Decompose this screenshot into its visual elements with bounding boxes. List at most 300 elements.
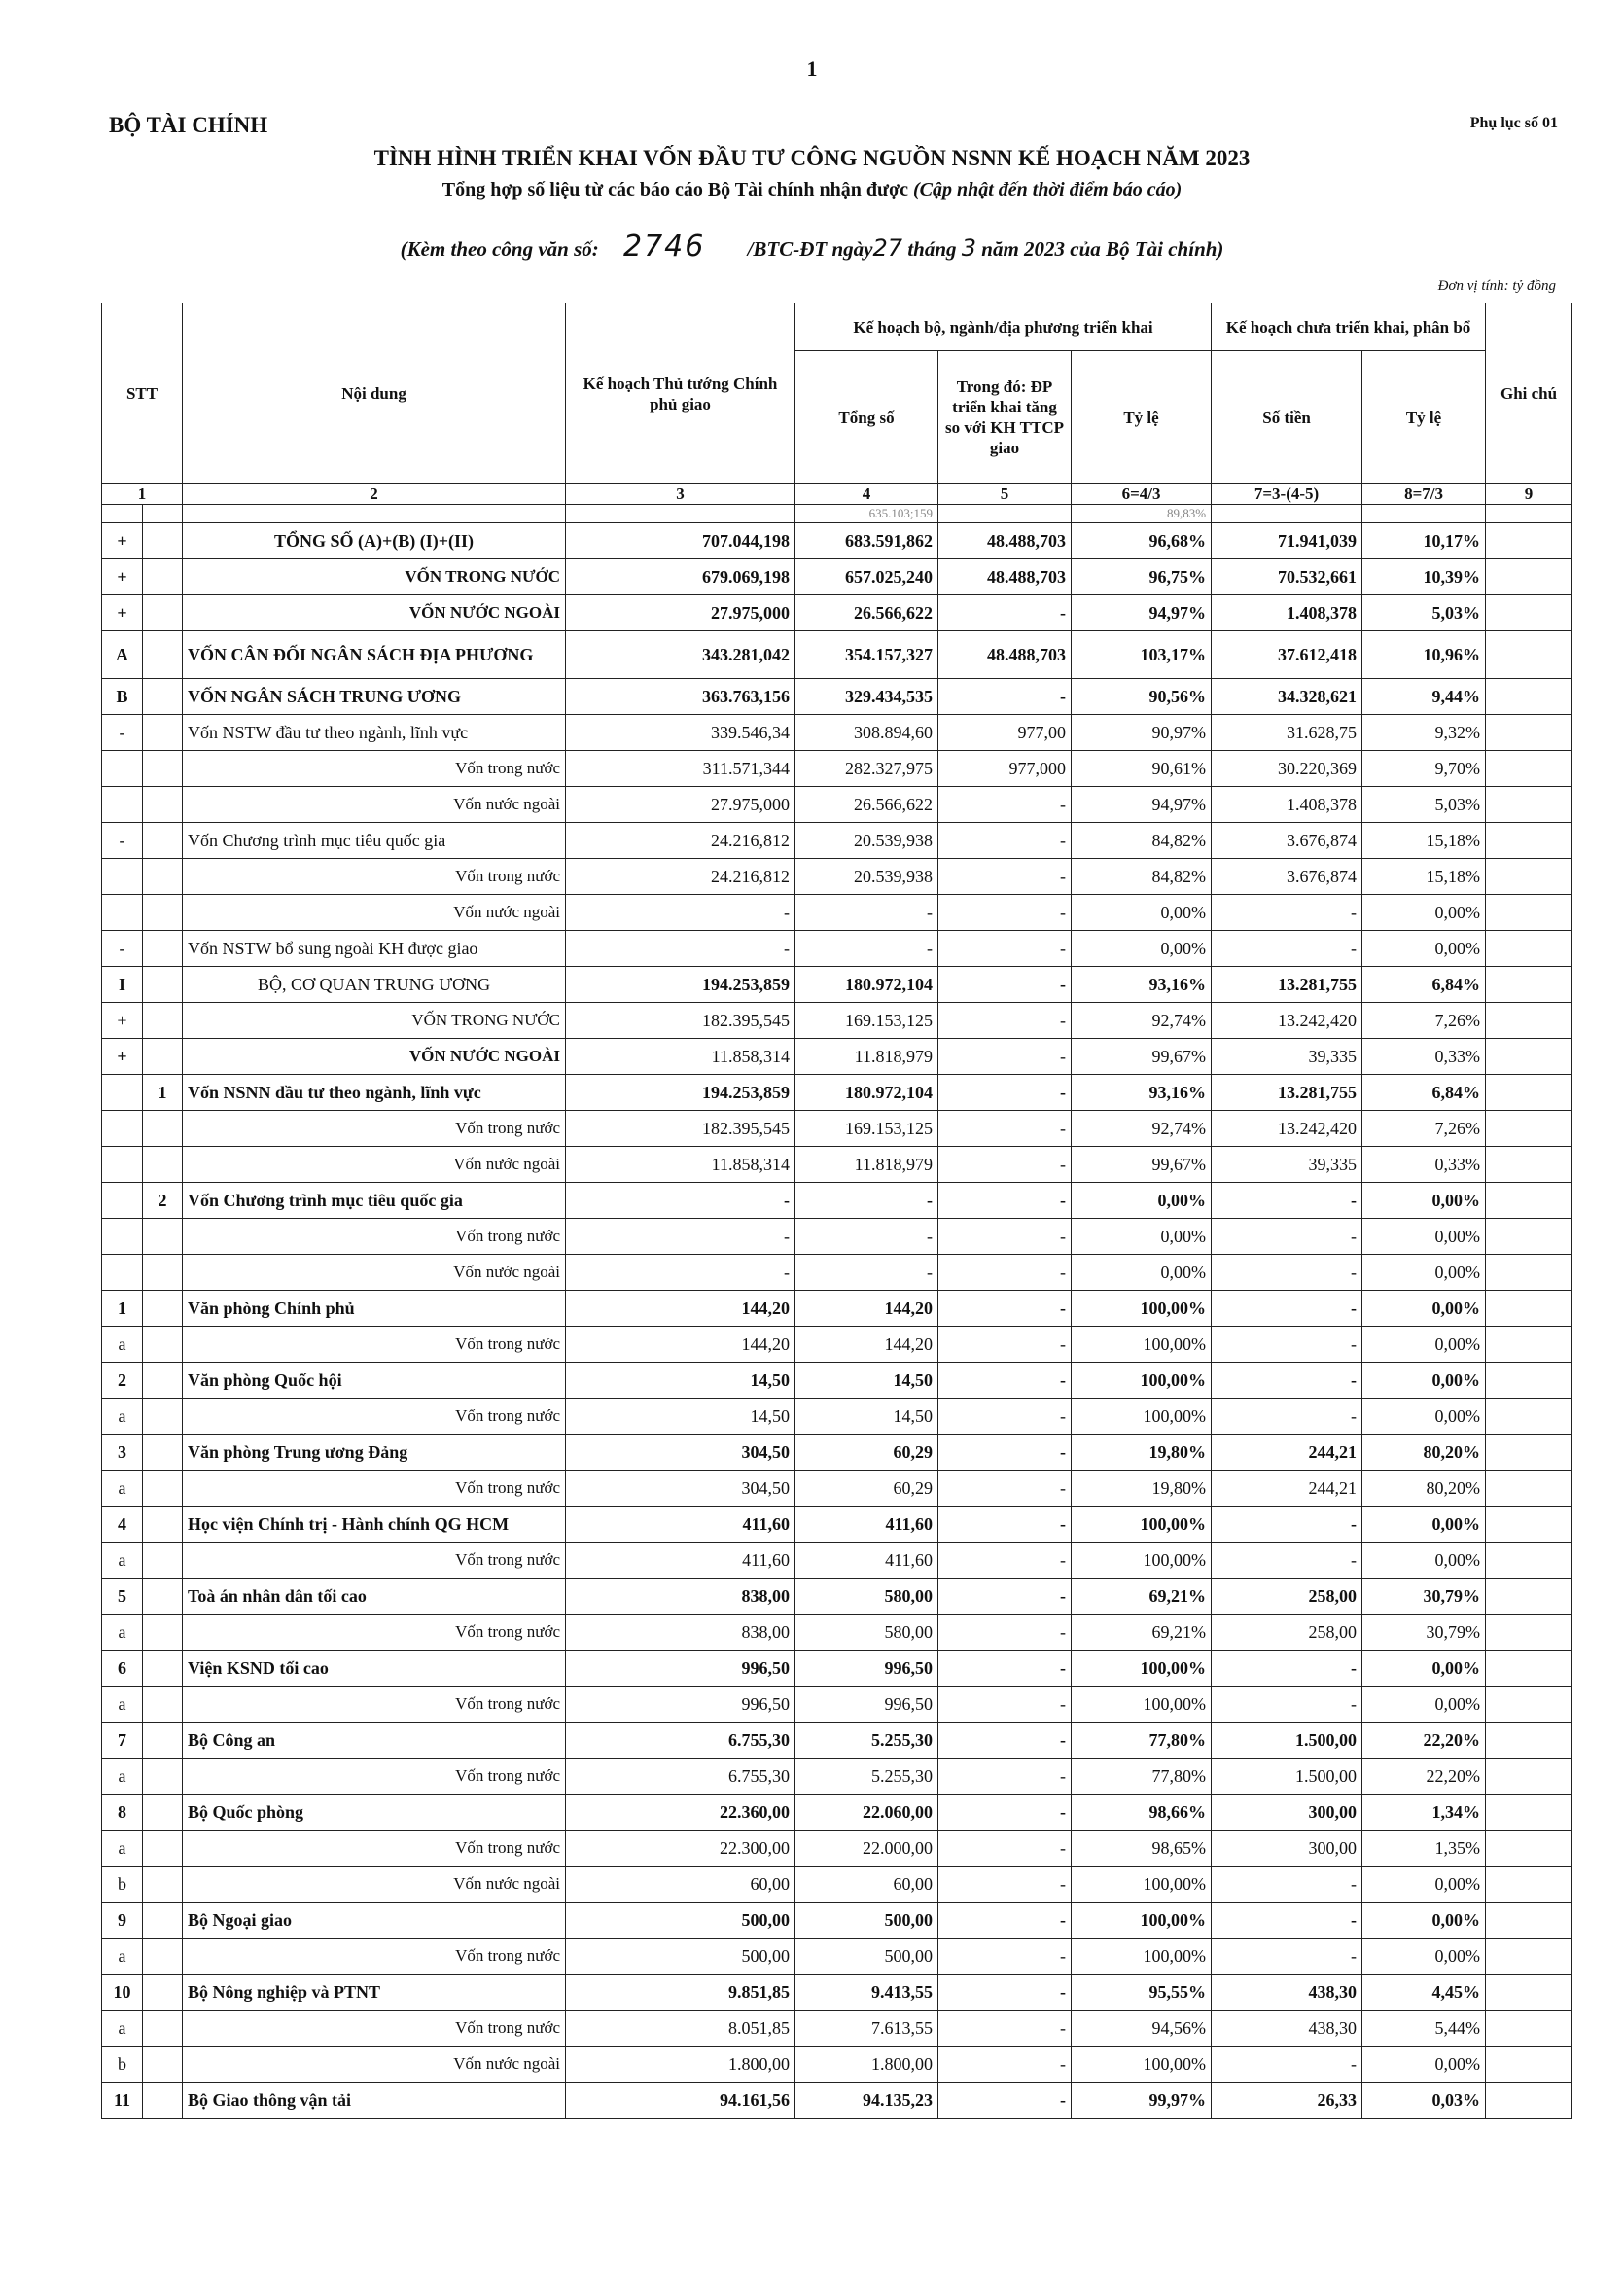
cell-note [1486, 631, 1572, 679]
cell-sub [143, 715, 183, 751]
cell-note [1486, 967, 1572, 1003]
cell-sub [143, 1147, 183, 1183]
cell-v5: - [938, 2047, 1072, 2083]
cell-v8: 9,32% [1362, 715, 1486, 751]
unit-label: Đơn vị tính: tỷ đồng [1437, 278, 1556, 294]
cell-name: Vốn trong nước [183, 751, 566, 787]
cell-name: Vốn nước ngoài [183, 1255, 566, 1291]
cell-sub [143, 2083, 183, 2119]
cell-v6: 69,21% [1072, 1615, 1212, 1651]
cell-v6: 98,66% [1072, 1795, 1212, 1831]
cell-v7: - [1212, 1903, 1362, 1939]
cell-v5: - [938, 1759, 1072, 1795]
cell-v4: 94.135,23 [795, 2083, 938, 2119]
cell-v6: 96,75% [1072, 559, 1212, 595]
cell-v5: - [938, 1579, 1072, 1615]
cell-v5: - [938, 1327, 1072, 1363]
cell-v3: - [566, 1219, 795, 1255]
cell-v5: - [938, 967, 1072, 1003]
cell-v7: 258,00 [1212, 1615, 1362, 1651]
handwritten-month: 3 [961, 234, 977, 262]
cell-v7: 244,21 [1212, 1471, 1362, 1507]
table-row [102, 967, 1572, 1003]
investment-table [101, 303, 1572, 2119]
cell-note [1486, 2083, 1572, 2119]
cell-v6: 0,00% [1072, 895, 1212, 931]
cell-name: VỐN NƯỚC NGOÀI [183, 595, 566, 631]
subtitle-note: (Cập nhật đến thời điểm báo cáo) [912, 179, 1183, 200]
cell-v8: 0,00% [1362, 1651, 1486, 1687]
cell-v5: - [938, 1003, 1072, 1039]
cell-v8: 1,35% [1362, 1831, 1486, 1867]
cell-v8: 80,20% [1362, 1471, 1486, 1507]
cell-v3: 27.975,000 [566, 787, 795, 823]
cell-sub [143, 1867, 183, 1903]
cell-v3: 679.069,198 [566, 559, 795, 595]
cell-note [1486, 1795, 1572, 1831]
cell-stt [102, 751, 143, 787]
cell-v7: - [1212, 1507, 1362, 1543]
cell-stt: A [102, 631, 143, 679]
cell-v7: 1.500,00 [1212, 1723, 1362, 1759]
header-of-which: Trong đó: ĐP triển khai tăng so với KH TTCP giao [938, 351, 1072, 484]
cell-sub [143, 967, 183, 1003]
cell-v7: - [1212, 1363, 1362, 1399]
cell-note [1486, 1723, 1572, 1759]
cell-v7: 300,00 [1212, 1795, 1362, 1831]
cell-v8: 22,20% [1362, 1759, 1486, 1795]
cell-v6: 94,56% [1072, 2011, 1212, 2047]
cell-note [1486, 1255, 1572, 1291]
cell-note [1486, 1543, 1572, 1579]
cell-v8: 1,34% [1362, 1795, 1486, 1831]
cell-v7: - [1212, 1543, 1362, 1579]
cell-stt: + [102, 1039, 143, 1075]
obscured-cell: 635.103;159 [795, 505, 938, 523]
cell-v4: 354.157,327 [795, 631, 938, 679]
cell-v6: 100,00% [1072, 1291, 1212, 1327]
cell-note [1486, 1831, 1572, 1867]
cell-v6: 100,00% [1072, 1939, 1212, 1975]
cell-name: VỐN NGÂN SÁCH TRUNG ƯƠNG [183, 679, 566, 715]
cell-v5: - [938, 1507, 1072, 1543]
obscured-cell [143, 505, 183, 523]
cell-stt: - [102, 715, 143, 751]
cell-note [1486, 859, 1572, 895]
cell-note [1486, 895, 1572, 931]
cell-v4: 308.894,60 [795, 715, 938, 751]
cell-v7: - [1212, 931, 1362, 967]
cell-stt [102, 1255, 143, 1291]
cell-v6: 19,80% [1072, 1471, 1212, 1507]
table-row [102, 823, 1572, 859]
cell-v3: 500,00 [566, 1939, 795, 1975]
cell-v6: 100,00% [1072, 2047, 1212, 2083]
cell-sub [143, 1471, 183, 1507]
cell-stt: 1 [102, 1291, 143, 1327]
cell-sub [143, 2047, 183, 2083]
cell-v7: 3.676,874 [1212, 859, 1362, 895]
table-row [102, 1795, 1572, 1831]
cell-name: Vốn nước ngoài [183, 1147, 566, 1183]
cell-v8: 5,03% [1362, 595, 1486, 631]
cell-v7: 1.500,00 [1212, 1759, 1362, 1795]
table-row [102, 715, 1572, 751]
cell-v7: 70.532,661 [1212, 559, 1362, 595]
cell-v8: 9,70% [1362, 751, 1486, 787]
cell-stt: a [102, 1939, 143, 1975]
cell-stt: a [102, 2011, 143, 2047]
cell-name: Văn phòng Quốc hội [183, 1363, 566, 1399]
cell-v3: 94.161,56 [566, 2083, 795, 2119]
cell-stt: a [102, 1543, 143, 1579]
cell-v7: 34.328,621 [1212, 679, 1362, 715]
table-row [102, 1507, 1572, 1543]
cell-v5: - [938, 787, 1072, 823]
cell-v3: 194.253,859 [566, 967, 795, 1003]
cell-v8: 22,20% [1362, 1723, 1486, 1759]
cell-v5: - [938, 1075, 1072, 1111]
cell-v8: 7,26% [1362, 1111, 1486, 1147]
cell-stt [102, 1075, 143, 1111]
cell-sub [143, 595, 183, 631]
cell-sub [143, 679, 183, 715]
table-row [102, 2011, 1572, 2047]
cell-sub [143, 2011, 183, 2047]
cell-v4: - [795, 931, 938, 967]
cell-v5: - [938, 1147, 1072, 1183]
cell-v6: 100,00% [1072, 1687, 1212, 1723]
cell-v4: 169.153,125 [795, 1111, 938, 1147]
subtitle-main: Tổng hợp số liệu từ các báo cáo Bộ Tài chính nhận được [441, 179, 908, 200]
cell-stt: 5 [102, 1579, 143, 1615]
table-row [102, 1759, 1572, 1795]
cell-v3: 11.858,314 [566, 1039, 795, 1075]
cell-v5: - [938, 859, 1072, 895]
table-row [102, 1651, 1572, 1687]
cell-v5: - [938, 1975, 1072, 2011]
cell-stt [102, 1219, 143, 1255]
cell-name: Văn phòng Chính phủ [183, 1291, 566, 1327]
cell-v8: 0,00% [1362, 1543, 1486, 1579]
cell-v4: 9.413,55 [795, 1975, 938, 2011]
cell-stt: B [102, 679, 143, 715]
cell-v3: 363.763,156 [566, 679, 795, 715]
cell-sub [143, 751, 183, 787]
cell-name: BỘ, CƠ QUAN TRUNG ƯƠNG [183, 967, 566, 1003]
cell-v5: 977,000 [938, 751, 1072, 787]
table-row [102, 1867, 1572, 1903]
cell-stt: I [102, 967, 143, 1003]
cell-stt: 7 [102, 1723, 143, 1759]
table-row [102, 1579, 1572, 1615]
cell-v7: - [1212, 1867, 1362, 1903]
cell-v3: 411,60 [566, 1507, 795, 1543]
page-number: 1 [806, 56, 818, 81]
cell-v8: 0,00% [1362, 1183, 1486, 1219]
cell-v5: - [938, 1219, 1072, 1255]
cell-name: Vốn nước ngoài [183, 2047, 566, 2083]
cell-v3: 27.975,000 [566, 595, 795, 631]
cell-v3: 14,50 [566, 1399, 795, 1435]
table-row [102, 1255, 1572, 1291]
cell-v7: - [1212, 1399, 1362, 1435]
table-row [102, 523, 1572, 559]
cell-v3: 500,00 [566, 1903, 795, 1939]
column-number: 8=7/3 [1362, 484, 1486, 505]
table-row [102, 595, 1572, 631]
cell-note [1486, 1111, 1572, 1147]
cell-name: Vốn trong nước [183, 1831, 566, 1867]
cell-v5: - [938, 1723, 1072, 1759]
cell-v5: - [938, 1291, 1072, 1327]
cell-v6: 100,00% [1072, 1543, 1212, 1579]
cell-stt: a [102, 1831, 143, 1867]
header-group-pending: Kế hoạch chưa triển khai, phân bổ [1212, 303, 1486, 351]
table-row [102, 1075, 1572, 1111]
cell-sub [143, 523, 183, 559]
table-row [102, 859, 1572, 895]
cell-v7: 1.408,378 [1212, 595, 1362, 631]
cell-v6: 69,21% [1072, 1579, 1212, 1615]
cell-v8: 80,20% [1362, 1435, 1486, 1471]
cell-v3: 22.300,00 [566, 1831, 795, 1867]
cell-v6: 93,16% [1072, 967, 1212, 1003]
cell-name: Bộ Ngoại giao [183, 1903, 566, 1939]
cell-v4: 329.434,535 [795, 679, 938, 715]
cell-v8: 30,79% [1362, 1579, 1486, 1615]
cell-v6: 92,74% [1072, 1003, 1212, 1039]
cell-sub [143, 1975, 183, 2011]
cell-v4: 60,29 [795, 1471, 938, 1507]
cell-v4: 11.818,979 [795, 1147, 938, 1183]
cell-v7: 13.281,755 [1212, 967, 1362, 1003]
cell-v4: 657.025,240 [795, 559, 938, 595]
cell-v7: 13.242,420 [1212, 1003, 1362, 1039]
cell-v7: 3.676,874 [1212, 823, 1362, 859]
cell-note [1486, 559, 1572, 595]
cell-sub [143, 823, 183, 859]
cell-stt: 10 [102, 1975, 143, 2011]
cell-v4: 7.613,55 [795, 2011, 938, 2047]
cell-v8: 0,00% [1362, 1687, 1486, 1723]
cell-v3: 14,50 [566, 1363, 795, 1399]
cell-note [1486, 1939, 1572, 1975]
column-number: 9 [1486, 484, 1572, 505]
cell-stt [102, 1183, 143, 1219]
cell-sub [143, 1507, 183, 1543]
cell-v3: 996,50 [566, 1687, 795, 1723]
header-stt: STT [102, 303, 183, 484]
table-row [102, 1615, 1572, 1651]
cell-v7: - [1212, 895, 1362, 931]
cell-note [1486, 751, 1572, 787]
cell-v5: - [938, 679, 1072, 715]
cell-v5: - [938, 1543, 1072, 1579]
cell-note [1486, 715, 1572, 751]
cell-stt: 2 [102, 1363, 143, 1399]
cell-sub [143, 787, 183, 823]
cell-v6: 100,00% [1072, 1363, 1212, 1399]
cell-v7: 39,335 [1212, 1147, 1362, 1183]
cell-name: Bộ Công an [183, 1723, 566, 1759]
cell-v4: 1.800,00 [795, 2047, 938, 2083]
attach-prefix: (Kèm theo công văn số: [400, 237, 599, 261]
cell-sub [143, 1003, 183, 1039]
cell-v8: 0,00% [1362, 1903, 1486, 1939]
table-row [102, 2047, 1572, 2083]
cell-stt: + [102, 523, 143, 559]
cell-v4: 60,00 [795, 1867, 938, 1903]
cell-note [1486, 1471, 1572, 1507]
cell-v7: - [1212, 2047, 1362, 2083]
cell-v5: - [938, 1867, 1072, 1903]
cell-v3: 24.216,812 [566, 823, 795, 859]
cell-v3: 60,00 [566, 1867, 795, 1903]
cell-stt [102, 1147, 143, 1183]
cell-stt: a [102, 1615, 143, 1651]
cell-v6: 90,97% [1072, 715, 1212, 751]
cell-v8: 15,18% [1362, 859, 1486, 895]
cell-v4: 411,60 [795, 1543, 938, 1579]
column-number-row [102, 484, 1572, 505]
cell-v5: - [938, 823, 1072, 859]
cell-v4: 500,00 [795, 1939, 938, 1975]
cell-stt [102, 895, 143, 931]
cell-stt: a [102, 1471, 143, 1507]
cell-name: Vốn trong nước [183, 1543, 566, 1579]
cell-v8: 0,00% [1362, 895, 1486, 931]
attach-suffix: năm 2023 của Bộ Tài chính) [981, 237, 1224, 261]
cell-v3: 996,50 [566, 1651, 795, 1687]
cell-note [1486, 787, 1572, 823]
cell-note [1486, 931, 1572, 967]
cell-v3: 144,20 [566, 1327, 795, 1363]
cell-note [1486, 1327, 1572, 1363]
column-number: 7=3-(4-5) [1212, 484, 1362, 505]
cell-v4: 683.591,862 [795, 523, 938, 559]
obscured-cell [1486, 505, 1572, 523]
table-row [102, 787, 1572, 823]
table-row [102, 631, 1572, 679]
cell-name: Vốn trong nước [183, 1615, 566, 1651]
obscured-cell [102, 505, 143, 523]
header-note: Ghi chú [1486, 303, 1572, 484]
header-ratio: Tỷ lệ [1072, 351, 1212, 484]
document-title: TÌNH HÌNH TRIỂN KHAI VỐN ĐẦU TƯ CÔNG NGUỒN NSNN KẾ HOẠCH NĂM 2023 [373, 146, 1251, 170]
cell-v7: 258,00 [1212, 1579, 1362, 1615]
cell-note [1486, 1219, 1572, 1255]
cell-v7: - [1212, 1255, 1362, 1291]
cell-note [1486, 1651, 1572, 1687]
cell-v8: 0,00% [1362, 2047, 1486, 2083]
cell-v5: - [938, 1111, 1072, 1147]
cell-sub [143, 1255, 183, 1291]
cell-v4: 22.000,00 [795, 1831, 938, 1867]
cell-v8: 0,00% [1362, 1939, 1486, 1975]
cell-v5: - [938, 595, 1072, 631]
cell-sub [143, 1723, 183, 1759]
cell-note [1486, 1903, 1572, 1939]
cell-stt: 9 [102, 1903, 143, 1939]
header-ratio-2: Tỷ lệ [1362, 351, 1486, 484]
cell-v3: 144,20 [566, 1291, 795, 1327]
cell-name: Vốn trong nước [183, 1219, 566, 1255]
cell-v8: 9,44% [1362, 679, 1486, 715]
cell-v6: 99,67% [1072, 1039, 1212, 1075]
cell-v6: 95,55% [1072, 1975, 1212, 2011]
cell-v8: 0,00% [1362, 1867, 1486, 1903]
attach-mid: /BTC-ĐT ngày [747, 237, 873, 261]
cell-name: Vốn trong nước [183, 859, 566, 895]
cell-v3: 22.360,00 [566, 1795, 795, 1831]
table-row [102, 931, 1572, 967]
cell-v3: 182.395,545 [566, 1003, 795, 1039]
cell-note [1486, 1399, 1572, 1435]
cell-name: VỐN NƯỚC NGOÀI [183, 1039, 566, 1075]
cell-v6: 100,00% [1072, 1903, 1212, 1939]
cell-v6: 94,97% [1072, 787, 1212, 823]
cell-name: Học viện Chính trị - Hành chính QG HCM [183, 1507, 566, 1543]
cell-v3: 8.051,85 [566, 2011, 795, 2047]
table-body [102, 523, 1572, 2119]
cell-sub [143, 1687, 183, 1723]
cell-v7: 26,33 [1212, 2083, 1362, 2119]
cell-v3: - [566, 895, 795, 931]
cell-v6: 77,80% [1072, 1759, 1212, 1795]
cell-v4: 411,60 [795, 1507, 938, 1543]
cell-note [1486, 1615, 1572, 1651]
handwritten-day: 27 [872, 234, 903, 262]
cell-v4: 169.153,125 [795, 1003, 938, 1039]
cell-sub [143, 1651, 183, 1687]
table-row [102, 1039, 1572, 1075]
cell-sub [143, 1939, 183, 1975]
cell-note [1486, 523, 1572, 559]
cell-v4: 996,50 [795, 1687, 938, 1723]
cell-note [1486, 1003, 1572, 1039]
cell-v7: 13.242,420 [1212, 1111, 1362, 1147]
cell-v8: 10,96% [1362, 631, 1486, 679]
cell-v4: 11.818,979 [795, 1039, 938, 1075]
cell-note [1486, 1363, 1572, 1399]
cell-name: Toà án nhân dân tối cao [183, 1579, 566, 1615]
cell-sub [143, 631, 183, 679]
cell-v3: 304,50 [566, 1435, 795, 1471]
table-row [102, 1471, 1572, 1507]
cell-v6: 98,65% [1072, 1831, 1212, 1867]
appendix-label: Phụ lục số 01 [1469, 115, 1558, 131]
table-row [102, 1327, 1572, 1363]
ministry-name: BỘ TÀI CHÍNH [109, 113, 268, 137]
cell-v5: - [938, 1795, 1072, 1831]
cell-name: Bộ Quốc phòng [183, 1795, 566, 1831]
cell-sub [143, 1219, 183, 1255]
cell-v8: 0,00% [1362, 1507, 1486, 1543]
cell-v3: 339.546,34 [566, 715, 795, 751]
cell-v3: - [566, 1255, 795, 1291]
cell-sub [143, 1039, 183, 1075]
cell-name: Vốn Chương trình mục tiêu quốc gia [183, 1183, 566, 1219]
cell-v5: 977,00 [938, 715, 1072, 751]
cell-v6: 84,82% [1072, 823, 1212, 859]
table-row [102, 1399, 1572, 1435]
cell-v6: 100,00% [1072, 1867, 1212, 1903]
cell-stt: a [102, 1399, 143, 1435]
cell-v5: - [938, 1435, 1072, 1471]
cell-v4: - [795, 895, 938, 931]
cell-v5: - [938, 1939, 1072, 1975]
